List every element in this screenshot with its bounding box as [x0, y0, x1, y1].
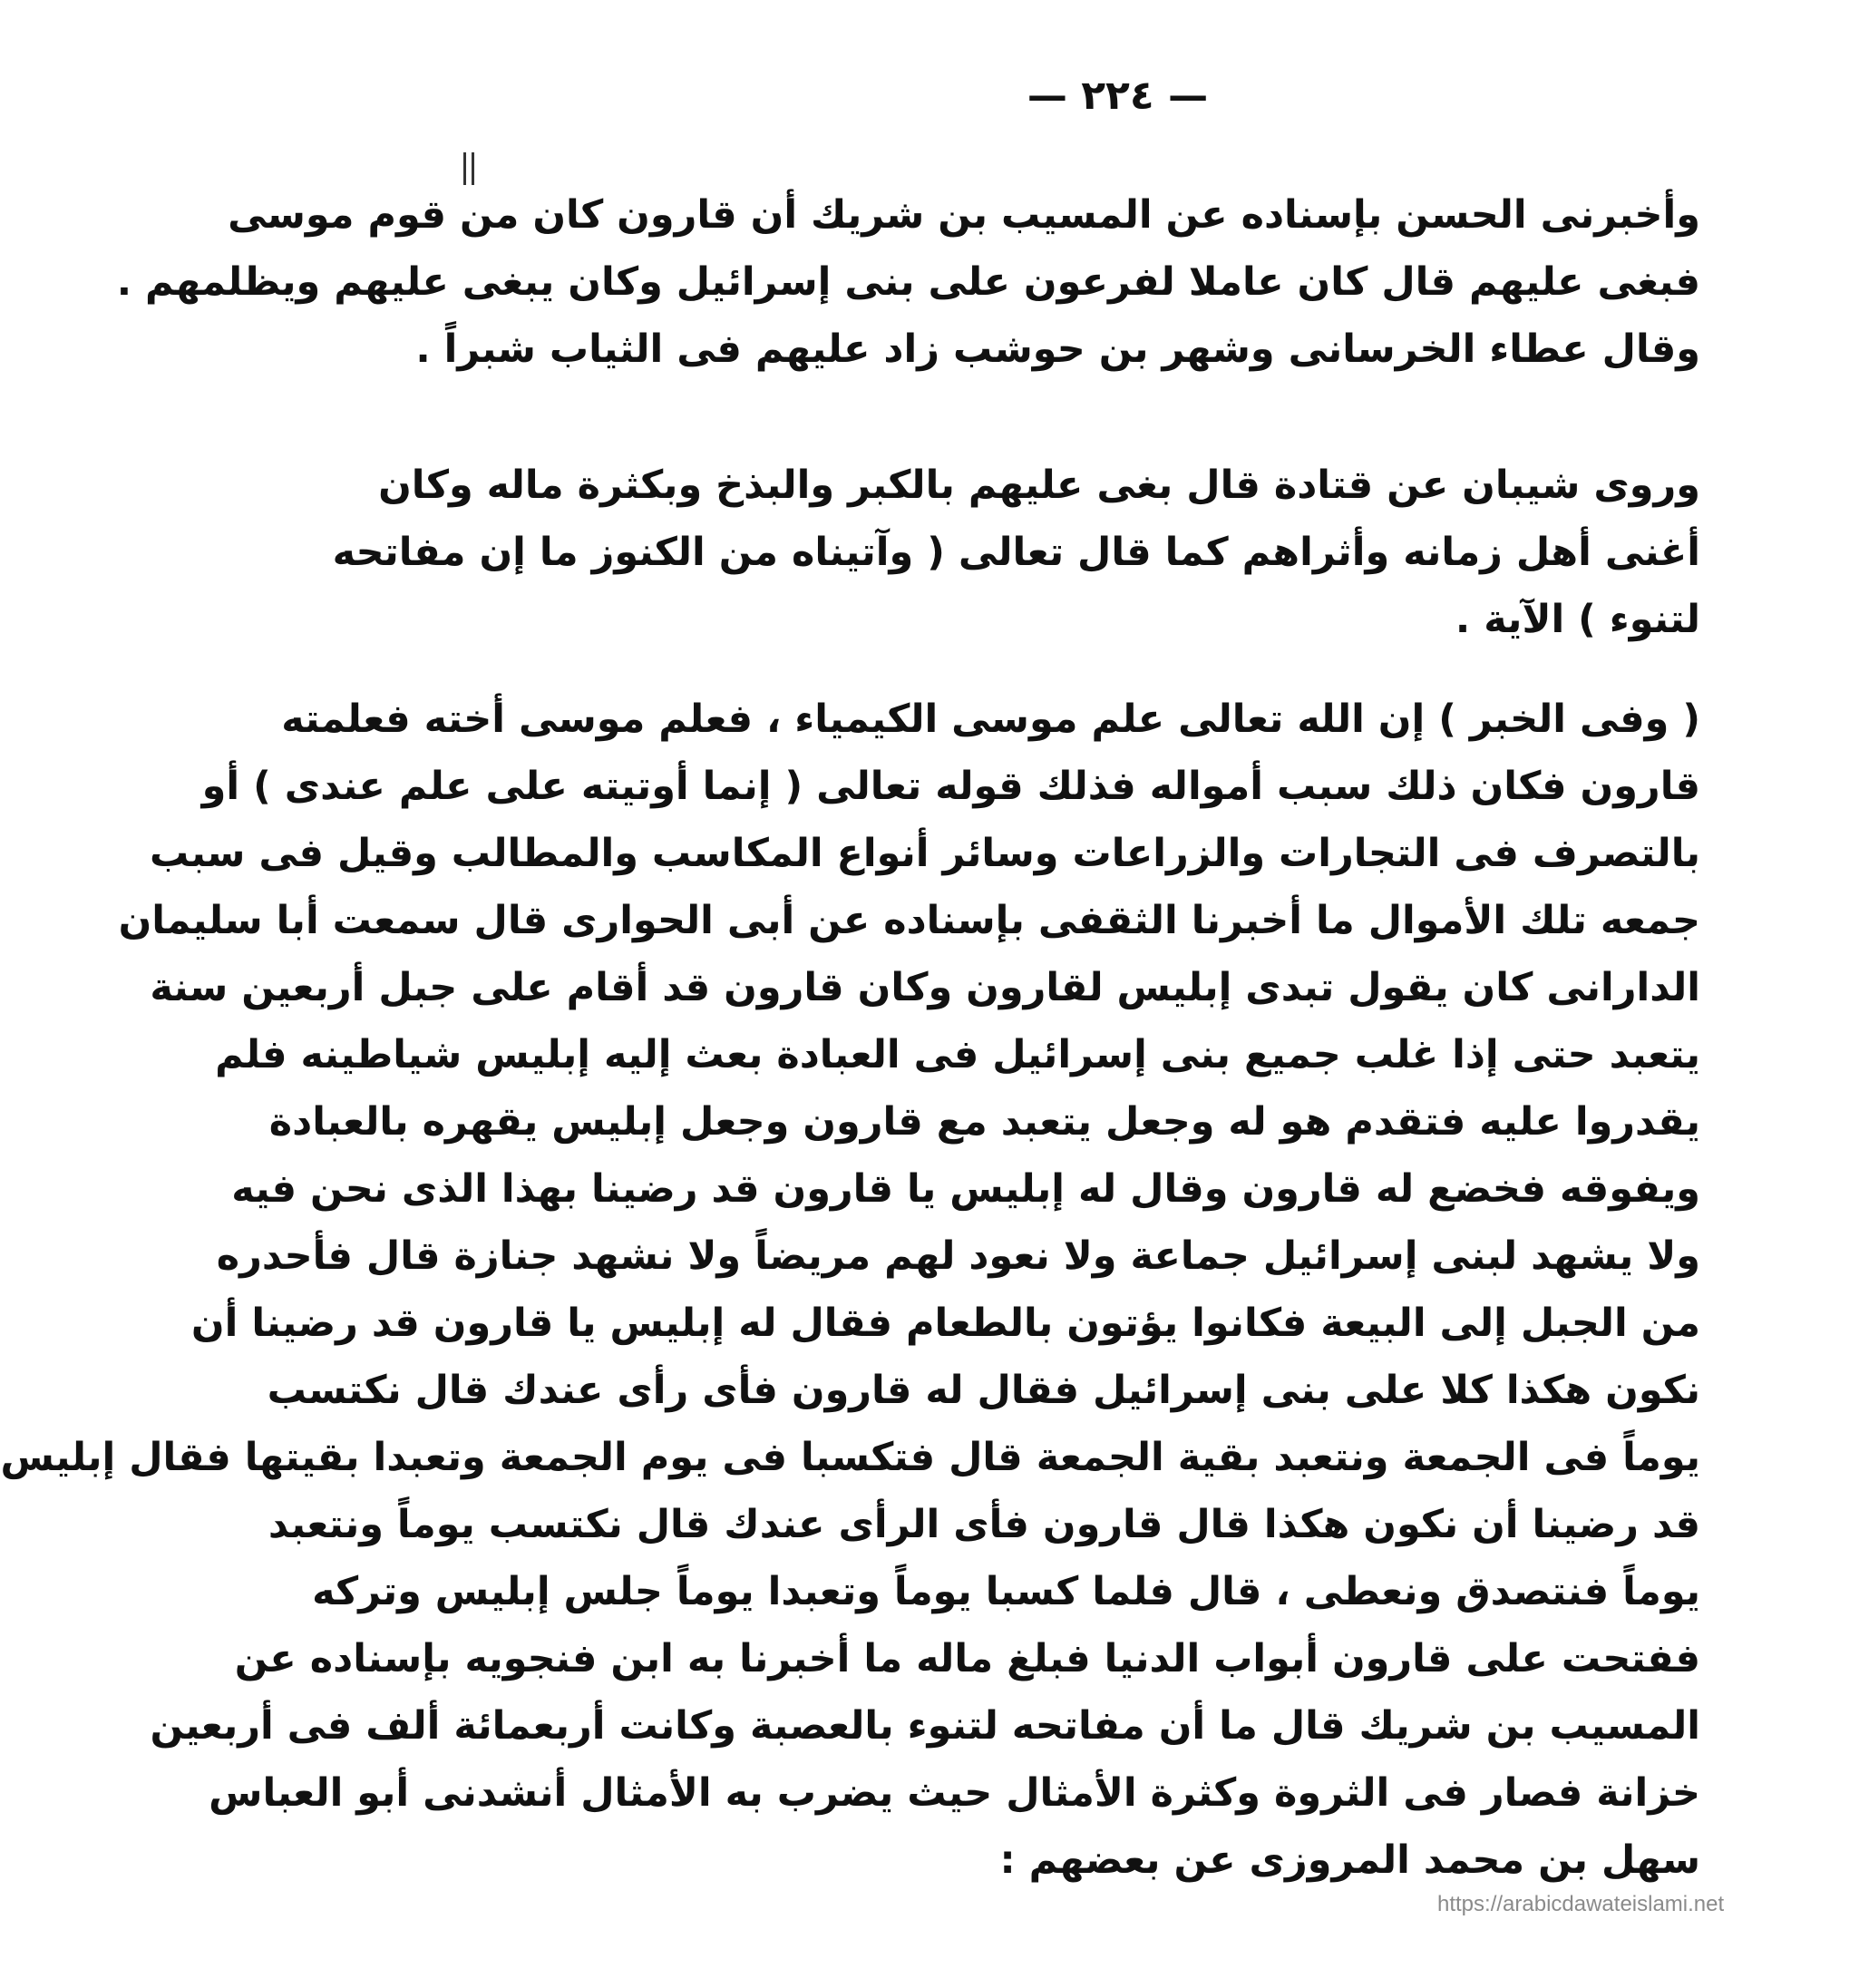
margin-mark	[463, 152, 474, 185]
paragraph-1	[116, 181, 1700, 383]
paragraph-2	[332, 452, 1700, 653]
text-line: يتعبد حتى إذا غلب جميع بنى إسرائيل فى العبادة بعث إليه إبليس شياطينه فلم	[215, 1032, 1700, 1077]
text-line: ففتحت على قارون أبواب الدنيا فبلغ ماله ما أخبرنا به ابن فنجويه بإسناده عن	[234, 1636, 1700, 1681]
text-line: نكون هكذا كلا على بنى إسرائيل فقال له قارون فأى رأى عندك قال نكتسب	[267, 1368, 1700, 1413]
text-line: سهل بن محمد المروزى عن بعضهم :	[999, 1837, 1700, 1883]
text-line: ولا يشهد لبنى إسرائيل جماعة ولا نعود لهم مريضاً ولا نشهد جنازة قال فأحدره	[216, 1233, 1700, 1279]
text-line: من الجبل إلى البيعة فكانوا يؤتون بالطعام فقال له إبليس يا قارون قد رضينا أن	[190, 1301, 1700, 1346]
text-line: وروى شيبان عن قتادة قال بغى عليهم بالكبر والبذخ وبكثرة ماله وكان	[378, 463, 1700, 508]
paragraph-3	[0, 686, 1700, 1894]
text-line: ويفوقه فخضع له قارون وقال له إبليس يا قارون قد رضينا بهذا الذى نحن فيه	[231, 1166, 1700, 1212]
text-line: قد رضينا أن نكون هكذا قال قارون فأى الرأى عندك قال نكتسب يوماً ونتعبد	[268, 1502, 1700, 1547]
text-line: أغنى أهل زمانه وأثراهم كما قال تعالى ( وآتيناه من الكنوز ما إن مفاتحه	[332, 530, 1700, 575]
text-line: وقال عطاء الخرسانى وشهر بن حوشب زاد عليهم فى الثياب شبراً .	[415, 326, 1700, 372]
watermark-link[interactable]: https://arabicdawateislami.net	[1437, 1892, 1725, 1916]
text-line: يوماً فى الجمعة ونتعبد بقية الجمعة قال فتكسبا فى يوم الجمعة وتعبدا بقيتها فقال إبليس	[0, 1435, 1700, 1480]
text-line: وأخبرنى الحسن بإسناده عن المسيب بن شريك أن قارون كان من قوم موسى	[228, 192, 1700, 238]
text-line: يقدروا عليه فتقدم هو له وجعل يتعبد مع قارون وجعل إبليس يقهره بالعبادة	[268, 1099, 1700, 1145]
text-line: قارون فكان ذلك سبب أمواله فذلك قوله تعالى ( إنما أوتيته على علم عندى ) أو	[201, 764, 1700, 809]
text-line: الدارانى كان يقول تبدى إبليس لقارون وكان قارون قد أقام على جبل أربعين سنة	[150, 965, 1700, 1010]
text-line: لتنوء ) الآية .	[1455, 597, 1700, 642]
text-line: يوماً فنتصدق ونعطى ، قال فلما كسبا يوماً وتعبدا يوماً جلس إبليس وتركه	[312, 1569, 1700, 1614]
text-line: فبغى عليهم قال كان عاملا لفرعون على بنى إسرائيل وكان يبغى عليهم ويظلمهم .	[116, 259, 1700, 305]
text-line: خزانة فصار فى الثروة وكثرة الأمثال حيث يضرب به الأمثال أنشدنى أبو العباس	[209, 1770, 1700, 1816]
text-line: بالتصرف فى التجارات والزراعات وسائر أنواع المكاسب والمطالب وقيل فى سبب	[150, 831, 1700, 876]
page-number: — ٢٢٤ —	[1027, 73, 1209, 119]
text-line: ( وفى الخبر ) إن الله تعالى علم موسى الكيمياء ، فعلم موسى أخته فعلمته	[281, 697, 1700, 742]
text-line: جمعه تلك الأموال ما أخبرنا الثقفى بإسناده عن أبى الحوارى قال سمعت أبا سليمان	[118, 898, 1700, 943]
text-line: المسيب بن شريك قال ما أن مفاتحه لتنوء بالعصبة وكانت أربعمائة ألف فى أربعين	[150, 1703, 1700, 1749]
